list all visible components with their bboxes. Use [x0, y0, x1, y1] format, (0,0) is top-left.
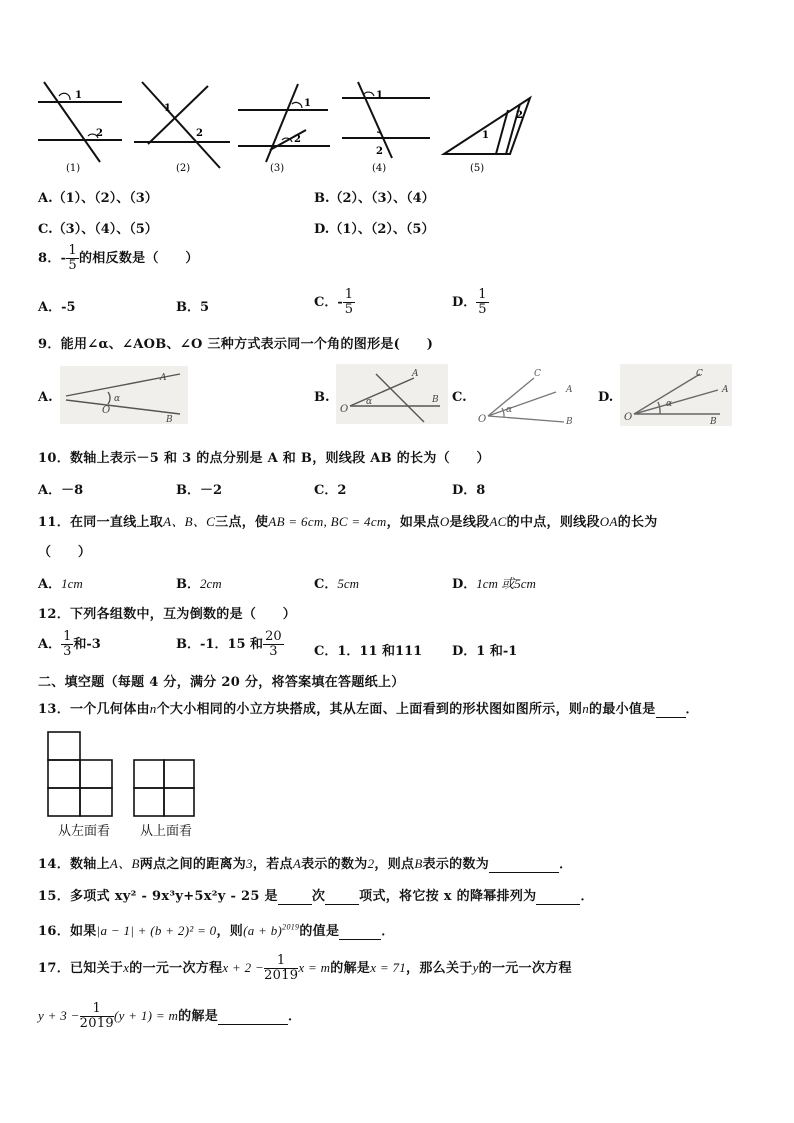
q9-option-c-figure[interactable]	[474, 364, 586, 426]
q7-figure-5	[444, 98, 530, 154]
q17-stem-line2: y + 3 − $\frac{1}{2019}$ (y + 1) = m的解是 ．	[38, 1001, 302, 1031]
q7-fig1-angle2: 2	[96, 128, 103, 139]
q7-option-a[interactable]: A.（1）、（2）、（3）	[38, 191, 158, 206]
svg-text:B: B	[166, 415, 173, 424]
q7-fig2-caption: (2)	[176, 163, 191, 174]
q7-fig4-caption: (4)	[372, 163, 387, 174]
q7-fig2-angle2: 2	[196, 128, 203, 139]
q11-option-c[interactable]: C．5cm	[314, 576, 360, 592]
q7-fig5-angle2: 2	[516, 110, 523, 121]
q13-top-view-label: 从上面看	[140, 824, 193, 839]
q13-views-figure	[44, 730, 214, 820]
svg-text:O: O	[624, 412, 633, 423]
q8-option-b[interactable]: B．5	[176, 300, 210, 315]
q11-paren: （ ）	[38, 545, 92, 560]
q10-option-d[interactable]: D．8	[452, 483, 486, 498]
q14-answer-blank[interactable]	[489, 857, 559, 873]
q10-stem: 10．数轴上表示－5 和 3 的点分别是 A 和 B，则线段 AB 的长为（ ）	[38, 451, 490, 466]
q16-answer-blank[interactable]	[339, 924, 381, 940]
q13-stem: 13．一个几何体由n个大小相同的小立方块搭成，其从左面、上面看到的形状图如图所示，则n的最小值是 ．	[38, 701, 699, 717]
svg-text:O: O	[102, 405, 111, 416]
q8-option-c[interactable]: C．- $\frac{1}{5}$	[314, 287, 354, 317]
q12-stem: 12．下列各组数中，互为倒数的是（ ）	[38, 607, 297, 622]
q8-fraction: $\frac{1}{5}$	[68, 243, 77, 273]
q7-fig1-angle1: 1	[75, 90, 82, 101]
svg-text:O: O	[340, 404, 349, 415]
q7-option-c[interactable]: C.（3）、（4）、（5）	[38, 222, 158, 237]
q15-degree-blank[interactable]	[278, 889, 312, 905]
q9-option-b-figure[interactable]	[336, 364, 448, 424]
q12-option-c[interactable]: C．1．11 和111	[314, 644, 423, 659]
q7-option-b[interactable]: B.（2）、（3）、（4）	[314, 191, 435, 206]
q10-option-c[interactable]: C．2	[314, 483, 347, 498]
q11-stem: 11．在同一直线上取A、B、C三点，使AB = 6cm, BC = 4cm，如果点O是线段AC的中点，则线段OA的长为	[38, 514, 658, 530]
svg-text:B: B	[432, 395, 439, 405]
q12-option-d[interactable]: D．1 和-1	[452, 644, 518, 659]
q9-option-d-figure[interactable]	[620, 364, 732, 426]
svg-text:A: A	[412, 369, 419, 379]
q7-figure-3	[238, 84, 330, 162]
q9-option-c-label[interactable]: C.	[452, 390, 467, 405]
q9-option-a-label[interactable]: A.	[38, 390, 53, 405]
q7-fig2-angle1: 1	[164, 103, 171, 114]
q9-option-b-label[interactable]: B.	[314, 390, 330, 405]
svg-text:B: B	[566, 417, 573, 426]
q12-option-a[interactable]: A． $\frac{1}{3}$ 和-3	[38, 629, 101, 659]
q13-left-view-label: 从左面看	[58, 824, 111, 839]
q7-figures	[30, 76, 550, 176]
q7-fig3-caption: (3)	[270, 163, 285, 174]
svg-text:α: α	[366, 397, 373, 407]
q7-fig5-angle1: 1	[482, 130, 489, 141]
section-heading: 二、填空题（每题 4 分，满分 20 分，将答案填在答题纸上）	[38, 675, 405, 690]
q9-option-a-figure[interactable]	[60, 366, 188, 424]
q11-option-b[interactable]: B．2cm	[176, 576, 222, 592]
q12-option-b[interactable]: B．-1．15 和 $\frac{20}{3}$	[176, 629, 282, 659]
svg-text:A: A	[566, 385, 573, 395]
q8-option-d[interactable]: D． $\frac{1}{5}$	[452, 287, 487, 317]
q17-stem-line1: 17．已知关于x的一元一次方程x + 2 − $\frac{1}{2019}$ x = m的解是x = 71，那么关于y的一元一次方程	[38, 953, 572, 983]
svg-text:A: A	[160, 373, 167, 383]
q7-figure-2	[134, 82, 230, 168]
svg-text:α: α	[666, 399, 673, 409]
q7-figure-4	[342, 82, 430, 158]
q8-stem: 8．- $\frac{1}{5}$ 的相反数是（ ）	[38, 243, 199, 273]
q16-stem: 16．如果|a − 1| + (b + 2)² = 0，则$(a + b)^{2019}$的值是 ．	[38, 922, 395, 939]
svg-text:A: A	[722, 385, 729, 395]
q7-option-d[interactable]: D.（1）、（2）、（5）	[314, 222, 435, 237]
q7-fig1-caption: (1)	[66, 163, 81, 174]
q13-answer-blank[interactable]	[656, 702, 686, 718]
svg-text:B: B	[710, 417, 717, 426]
q7-fig5-caption: (5)	[470, 163, 485, 174]
q10-option-a[interactable]: A．－8	[38, 483, 84, 498]
q11-option-a[interactable]: A．1cm	[38, 576, 83, 592]
q7-fig4-angle2: 2	[376, 146, 383, 157]
q11-option-d[interactable]: D．1cm 或5cm	[452, 576, 536, 592]
svg-text:O: O	[478, 414, 487, 425]
q17-answer-blank[interactable]	[218, 1009, 288, 1025]
q9-option-d-label[interactable]: D.	[598, 390, 614, 405]
svg-text:α: α	[114, 394, 121, 404]
q7-fig3-angle1: 1	[304, 98, 311, 109]
q7-fig3-angle2: 2	[294, 134, 301, 145]
svg-text:C: C	[534, 369, 541, 379]
q15-stem: 15．多项式 xy² - 9x³y+5x²y - 25 是 次 项式，将它按 x 的降幂排列为 ．	[38, 889, 594, 904]
q14-stem: 14．数轴上A、B两点之间的距离为3，若点A表示的数为2，则点B表示的数为 ．	[38, 856, 573, 872]
q15-order-blank[interactable]	[536, 889, 580, 905]
svg-text:C: C	[696, 369, 703, 379]
q10-option-b[interactable]: B．－2	[176, 483, 223, 498]
q7-fig4-angle1: 1	[376, 90, 383, 101]
q9-stem: 9．能用∠α、∠AOB、∠O 三种方式表示同一个角的图形是( )	[38, 337, 434, 352]
q15-terms-blank[interactable]	[325, 889, 359, 905]
svg-text:α: α	[506, 405, 513, 415]
q8-option-a[interactable]: A．-5	[38, 300, 76, 315]
